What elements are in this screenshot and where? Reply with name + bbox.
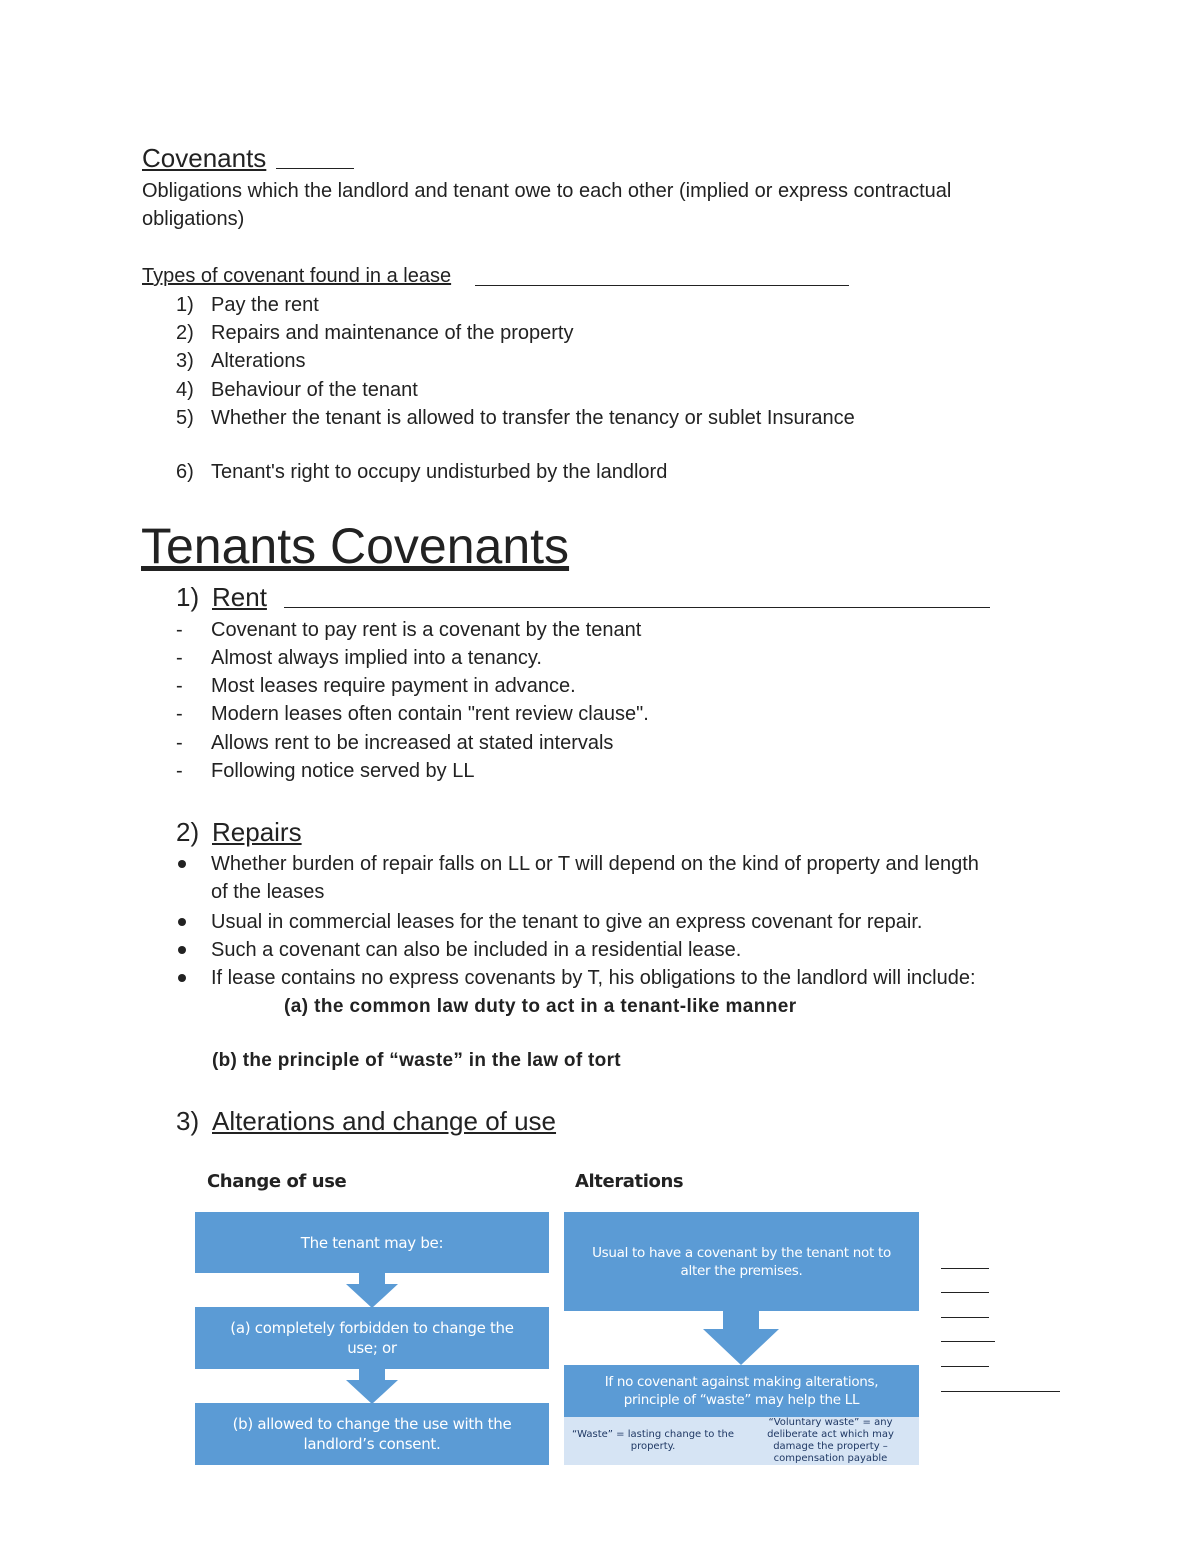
covenants-definition-line1: Obligations which the landlord and tenant owe to each other (implied or express contractual: [142, 180, 952, 202]
blank-line: [941, 1268, 989, 1269]
blank-line: [941, 1317, 989, 1318]
type-num: 2): [176, 322, 194, 344]
repairs-bullet2: Usual in commercial leases for the tenant to give an express covenant for repair.: [211, 911, 923, 933]
type-item: Pay the rent: [211, 294, 319, 316]
arrow-down-icon: [346, 1368, 398, 1404]
covenants-title-underline: [276, 168, 354, 169]
rent-bullet: Most leases require payment in advance.: [211, 675, 576, 697]
rent-bullet: Modern leases often contain "rent review clause".: [211, 703, 649, 725]
type-item: Whether the tenant is allowed to transfer the tenancy or sublet Insurance: [211, 407, 855, 429]
alterations-box1: Usual to have a covenant by the tenant not to alter the premises.: [564, 1212, 919, 1311]
repairs-num: 2): [176, 817, 200, 847]
change-of-use-box2: (a) completely forbidden to change the use; or: [195, 1307, 549, 1369]
blank-line: [941, 1366, 989, 1367]
repairs-point-a: (a) the common law duty to act in a tenant-like manner: [284, 996, 797, 1017]
waste-definition-box: “Waste” = lasting change to the property.: [564, 1417, 742, 1465]
blank-line: [941, 1292, 989, 1293]
covenants-definition-line2: obligations): [142, 208, 245, 230]
repairs-bullet-dot: [178, 860, 186, 868]
rent-dash: -: [176, 647, 183, 669]
voluntary-waste-box: “Voluntary waste” = any deliberate act which may damage the property – compensation payable: [742, 1417, 919, 1465]
type-item: Behaviour of the tenant: [211, 379, 418, 401]
repairs-heading: Repairs: [212, 817, 302, 847]
rent-heading: Rent: [212, 582, 267, 612]
type-num: 4): [176, 379, 194, 401]
type-num: 1): [176, 294, 194, 316]
rent-dash: -: [176, 732, 183, 754]
rent-dash: -: [176, 760, 183, 782]
rent-bullet: Covenant to pay rent is a covenant by the tenant: [211, 619, 642, 641]
blank-line: [941, 1391, 1060, 1392]
type-item: Tenant's right to occupy undisturbed by the landlord: [211, 461, 668, 483]
repairs-bullet1-line2: of the leases: [211, 881, 325, 903]
repairs-point-b: (b) the principle of “waste” in the law of tort: [212, 1050, 621, 1071]
rent-num: 1): [176, 582, 200, 612]
alterations-heading: Alterations and change of use: [212, 1106, 557, 1136]
type-num: 5): [176, 407, 194, 429]
repairs-bullet-dot: [178, 918, 186, 926]
types-heading: Types of covenant found in a lease: [142, 265, 452, 287]
alterations-box2: If no covenant against making alterations, principle of “waste” may help the LL: [564, 1365, 919, 1417]
rent-dash: -: [176, 703, 183, 725]
type-item: Alterations: [211, 350, 306, 372]
type-num: 6): [176, 461, 194, 483]
arrow-down-icon: [346, 1272, 398, 1308]
repairs-bullet1-line1: Whether burden of repair falls on LL or T will depend on the kind of property and length: [211, 853, 979, 875]
repairs-bullet3: Such a covenant can also be included in a residential lease.: [211, 939, 742, 961]
rent-dash: -: [176, 619, 183, 641]
rent-bullet: Allows rent to be increased at stated intervals: [211, 732, 614, 754]
type-num: 3): [176, 350, 194, 372]
alterations-num: 3): [176, 1106, 200, 1136]
blank-line: [941, 1341, 995, 1342]
repairs-bullet-dot: [178, 974, 186, 982]
change-of-use-box3: (b) allowed to change the use with the landlord’s consent.: [195, 1403, 549, 1465]
change-of-use-box1: The tenant may be:: [195, 1212, 549, 1273]
rent-dash: -: [176, 675, 183, 697]
change-of-use-title: Change of use: [207, 1171, 347, 1192]
repairs-bullet-dot: [178, 946, 186, 954]
arrow-down-icon: [703, 1311, 779, 1365]
type-item: Repairs and maintenance of the property: [211, 322, 574, 344]
tenants-covenants-title: Tenants Covenants: [141, 518, 570, 574]
rent-heading-underline: [284, 607, 990, 608]
types-heading-underline: [475, 285, 849, 286]
rent-bullet: Almost always implied into a tenancy.: [211, 647, 542, 669]
rent-bullet: Following notice served by LL: [211, 760, 475, 782]
covenants-title: Covenants: [142, 143, 267, 173]
alterations-diagram-title: Alterations: [575, 1171, 684, 1192]
repairs-bullet4: If lease contains no express covenants by T, his obligations to the landlord will include:: [211, 967, 976, 989]
